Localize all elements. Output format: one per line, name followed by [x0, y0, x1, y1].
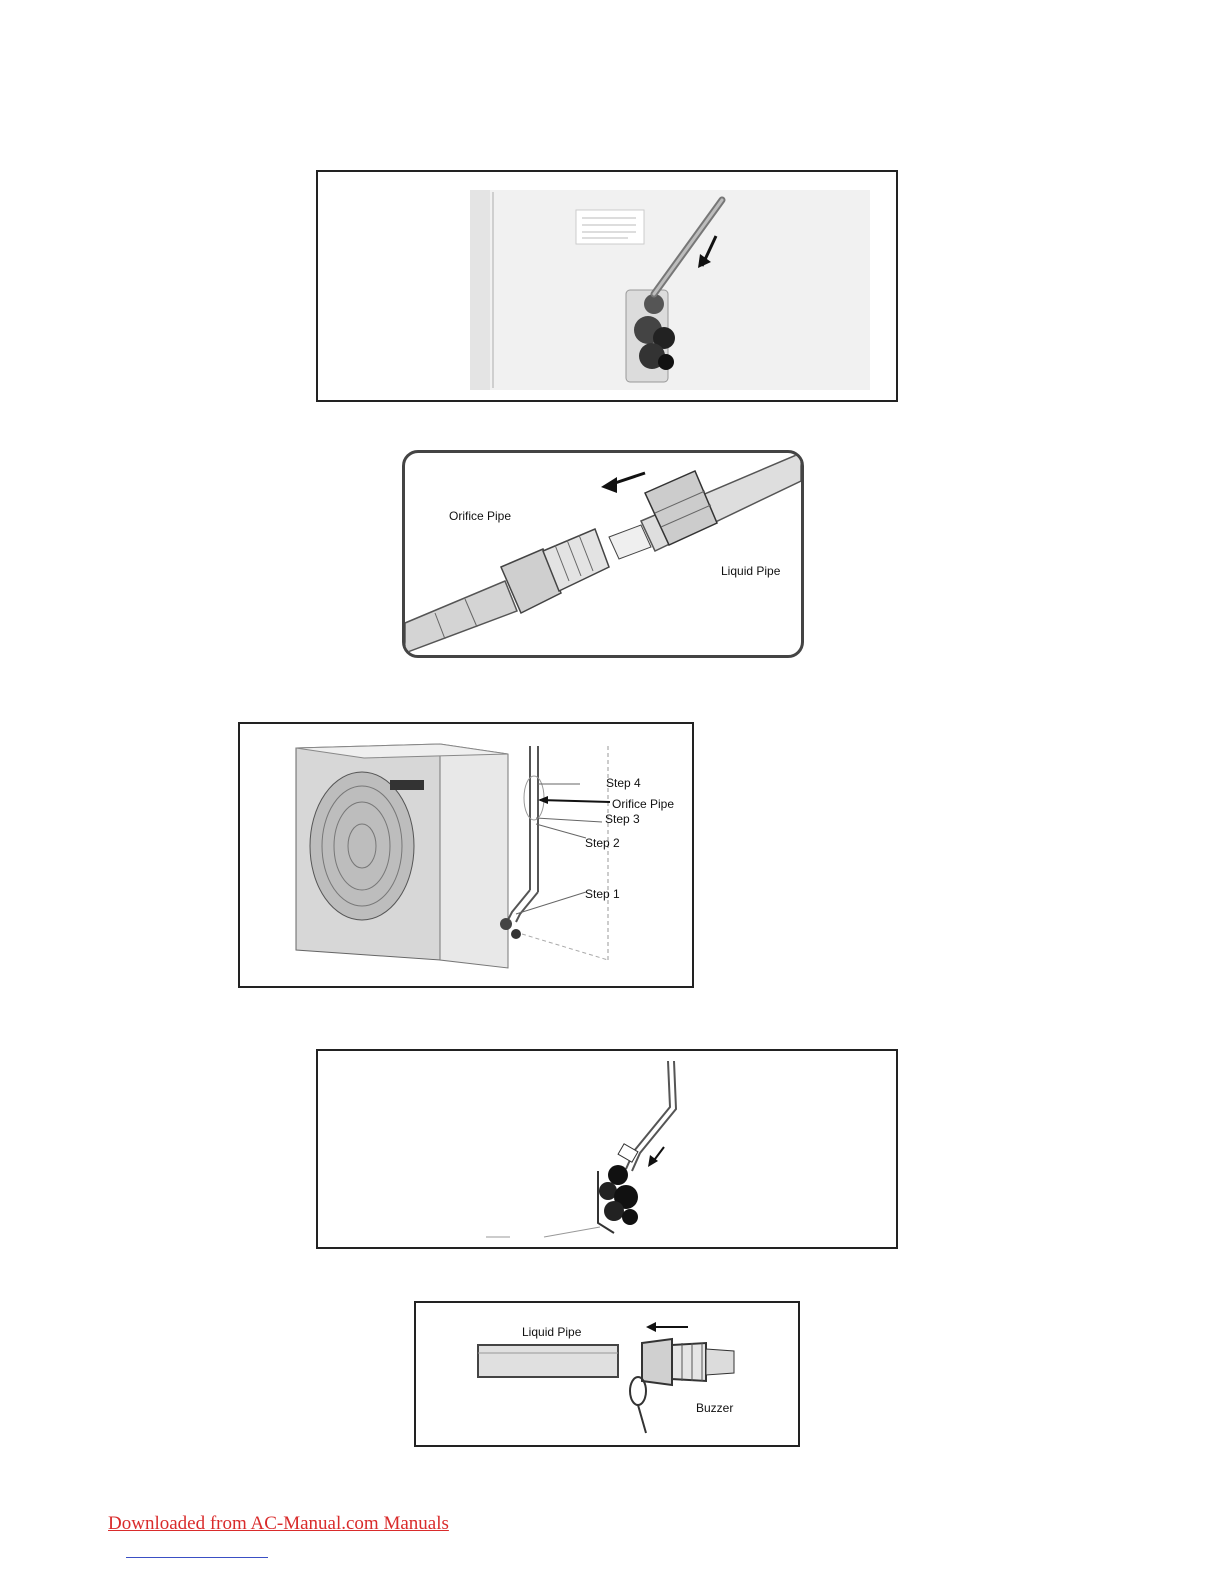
orifice-pipe-illustration [405, 453, 801, 655]
orifice-pipe-label: Orifice Pipe [449, 509, 512, 523]
outdoor-unit-illustration [240, 724, 692, 986]
footer-rule [126, 1557, 268, 1558]
footer-download-link[interactable]: Downloaded from AC-Manual.com Manuals [108, 1513, 449, 1534]
orifice-pipe-label: Orifice Pipe [612, 797, 675, 811]
step-4-label: Step 4 [606, 776, 641, 790]
liquid-pipe-label: Liquid Pipe [721, 564, 781, 578]
buzzer-illustration [416, 1303, 798, 1445]
figure-valve-drawing [316, 1049, 898, 1249]
step-2-label: Step 2 [585, 836, 620, 850]
step-1-label: Step 1 [585, 887, 620, 901]
figure-liquid-pipe-buzzer [414, 1301, 800, 1447]
valve-photo-illustration [318, 172, 896, 400]
figure-orifice-liquid-pipe [402, 450, 804, 658]
valve-drawing-illustration [318, 1051, 896, 1247]
figure-valve-photo [316, 170, 898, 402]
liquid-pipe-label: Liquid Pipe [522, 1325, 582, 1339]
figure-outdoor-unit-steps [238, 722, 694, 988]
buzzer-label: Buzzer [696, 1401, 734, 1415]
step-3-label: Step 3 [605, 812, 640, 826]
